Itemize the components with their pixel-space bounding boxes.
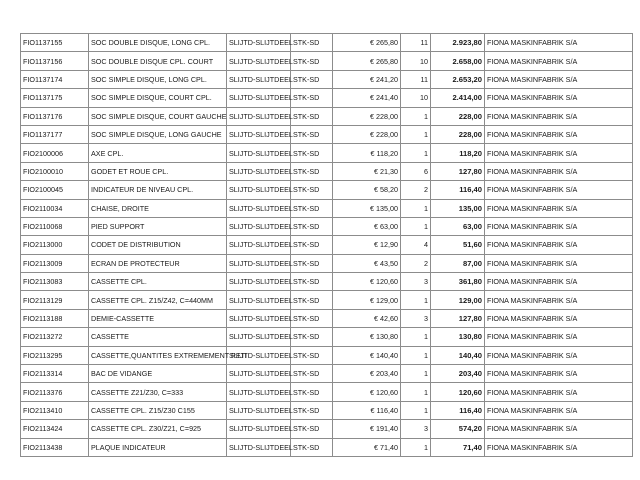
article-code-cell: FIO1137155 — [21, 34, 89, 52]
description-cell: CHAISE, DROITE — [89, 199, 227, 217]
category-cell: SLIJTD-SLIJTDEEL — [227, 217, 291, 235]
table-row — [21, 346, 633, 364]
table-row — [21, 162, 633, 180]
unit-price-cell: € 130,80 — [333, 328, 401, 346]
article-code-cell: FIO2113314 — [21, 365, 89, 383]
category-cell: SLIJTD-SLIJTDEEL — [227, 70, 291, 88]
unit-cell: STK-SD — [291, 365, 333, 383]
article-code-cell: FIO1137175 — [21, 89, 89, 107]
unit-cell: STK-SD — [291, 236, 333, 254]
description-cell: GODET ET ROUE CPL. — [89, 162, 227, 180]
quantity-cell: 2 — [401, 181, 431, 199]
quantity-cell: 1 — [401, 144, 431, 162]
quantity-cell: 1 — [401, 438, 431, 456]
category-cell: SLIJTD-SLIJTDEEL — [227, 181, 291, 199]
total-cell: 361,80 — [431, 273, 485, 291]
table-row — [21, 89, 633, 107]
description-cell: CASSETTE CPL. — [89, 273, 227, 291]
supplier-cell: FIONA MASKINFABRIK S/A — [485, 144, 633, 162]
total-cell: 120,60 — [431, 383, 485, 401]
unit-cell: STK-SD — [291, 70, 333, 88]
table-row — [21, 199, 633, 217]
category-cell: SLIJTD-SLIJTDEEL — [227, 365, 291, 383]
description-cell: SOC SIMPLE DISQUE, COURT CPL. — [89, 89, 227, 107]
article-code-cell: FIO2110034 — [21, 199, 89, 217]
table-row — [21, 365, 633, 383]
table-row — [21, 273, 633, 291]
table-row — [21, 328, 633, 346]
supplier-cell: FIONA MASKINFABRIK S/A — [485, 309, 633, 327]
total-cell: 2.658,00 — [431, 52, 485, 70]
category-cell: SLIJTD-SLIJTDEEL — [227, 162, 291, 180]
quantity-cell: 1 — [401, 125, 431, 143]
unit-price-cell: € 191,40 — [333, 420, 401, 438]
total-cell: 116,40 — [431, 181, 485, 199]
unit-price-cell: € 120,60 — [333, 273, 401, 291]
supplier-cell: FIONA MASKINFABRIK S/A — [485, 125, 633, 143]
unit-price-cell: € 265,80 — [333, 34, 401, 52]
category-cell: SLIJTD-SLIJTDEEL — [227, 401, 291, 419]
supplier-cell: FIONA MASKINFABRIK S/A — [485, 438, 633, 456]
unit-price-cell: € 63,00 — [333, 217, 401, 235]
total-cell: 51,60 — [431, 236, 485, 254]
category-cell: SLIJTD-SLIJTDEEL — [227, 346, 291, 364]
article-code-cell: FIO2113376 — [21, 383, 89, 401]
article-code-cell: FIO2113009 — [21, 254, 89, 272]
unit-cell: STK-SD — [291, 217, 333, 235]
supplier-cell: FIONA MASKINFABRIK S/A — [485, 365, 633, 383]
table-row — [21, 401, 633, 419]
supplier-cell: FIONA MASKINFABRIK S/A — [485, 346, 633, 364]
quantity-cell: 1 — [401, 346, 431, 364]
unit-price-cell: € 71,40 — [333, 438, 401, 456]
description-cell: CASSETTE CPL. Z15/Z42, C=440MM — [89, 291, 227, 309]
article-code-cell: FIO2113424 — [21, 420, 89, 438]
article-code-cell: FIO2113129 — [21, 291, 89, 309]
table-row — [21, 217, 633, 235]
supplier-cell: FIONA MASKINFABRIK S/A — [485, 34, 633, 52]
total-cell: 2.414,00 — [431, 89, 485, 107]
table-row — [21, 125, 633, 143]
supplier-cell: FIONA MASKINFABRIK S/A — [485, 52, 633, 70]
article-code-cell: FIO2100045 — [21, 181, 89, 199]
unit-price-cell: € 135,00 — [333, 199, 401, 217]
article-code-cell: FIO2100010 — [21, 162, 89, 180]
total-cell: 116,40 — [431, 401, 485, 419]
table-row — [21, 438, 633, 456]
table-row — [21, 181, 633, 199]
total-cell: 118,20 — [431, 144, 485, 162]
description-cell: CASSETTE CPL. Z15/Z30 C155 — [89, 401, 227, 419]
quantity-cell: 4 — [401, 236, 431, 254]
quantity-cell: 3 — [401, 309, 431, 327]
article-code-cell: FIO2113295 — [21, 346, 89, 364]
description-cell: CASSETTE — [89, 328, 227, 346]
description-cell: SOC SIMPLE DISQUE, LONG CPL. — [89, 70, 227, 88]
inventory-table — [20, 33, 633, 457]
unit-cell: STK-SD — [291, 438, 333, 456]
description-cell: CASSETTE,QUANTITES EXTREMEMENT PETI — [89, 346, 227, 364]
description-cell: SOC SIMPLE DISQUE, LONG GAUCHE — [89, 125, 227, 143]
unit-cell: STK-SD — [291, 273, 333, 291]
article-code-cell: FIO2113438 — [21, 438, 89, 456]
category-cell: SLIJTD-SLIJTDEEL — [227, 144, 291, 162]
unit-cell: STK-SD — [291, 346, 333, 364]
table-row — [21, 291, 633, 309]
unit-price-cell: € 42,60 — [333, 309, 401, 327]
quantity-cell: 2 — [401, 254, 431, 272]
unit-cell: STK-SD — [291, 383, 333, 401]
quantity-cell: 3 — [401, 420, 431, 438]
unit-price-cell: € 203,40 — [333, 365, 401, 383]
unit-cell: STK-SD — [291, 254, 333, 272]
category-cell: SLIJTD-SLIJTDEEL — [227, 34, 291, 52]
total-cell: 228,00 — [431, 125, 485, 143]
description-cell: CASSETTE Z21/Z30, C=333 — [89, 383, 227, 401]
unit-price-cell: € 228,00 — [333, 107, 401, 125]
table-row — [21, 383, 633, 401]
quantity-cell: 1 — [401, 291, 431, 309]
quantity-cell: 3 — [401, 273, 431, 291]
quantity-cell: 10 — [401, 52, 431, 70]
total-cell: 2.653,20 — [431, 70, 485, 88]
table-row — [21, 34, 633, 52]
description-cell: CASSETTE CPL. Z30/Z21, C=925 — [89, 420, 227, 438]
unit-price-cell: € 265,80 — [333, 52, 401, 70]
total-cell: 140,40 — [431, 346, 485, 364]
table-row — [21, 52, 633, 70]
article-code-cell: FIO2113188 — [21, 309, 89, 327]
article-code-cell: FIO1137176 — [21, 107, 89, 125]
unit-cell: STK-SD — [291, 181, 333, 199]
unit-price-cell: € 12,90 — [333, 236, 401, 254]
description-cell: SOC DOUBLE DISQUE CPL. COURT — [89, 52, 227, 70]
category-cell: SLIJTD-SLIJTDEEL — [227, 383, 291, 401]
unit-price-cell: € 241,40 — [333, 89, 401, 107]
total-cell: 87,00 — [431, 254, 485, 272]
supplier-cell: FIONA MASKINFABRIK S/A — [485, 254, 633, 272]
unit-cell: STK-SD — [291, 199, 333, 217]
unit-price-cell: € 116,40 — [333, 401, 401, 419]
supplier-cell: FIONA MASKINFABRIK S/A — [485, 199, 633, 217]
category-cell: SLIJTD-SLIJTDEEL — [227, 236, 291, 254]
supplier-cell: FIONA MASKINFABRIK S/A — [485, 291, 633, 309]
supplier-cell: FIONA MASKINFABRIK S/A — [485, 401, 633, 419]
supplier-cell: FIONA MASKINFABRIK S/A — [485, 181, 633, 199]
supplier-cell: FIONA MASKINFABRIK S/A — [485, 70, 633, 88]
category-cell: SLIJTD-SLIJTDEEL — [227, 438, 291, 456]
unit-price-cell: € 129,00 — [333, 291, 401, 309]
supplier-cell: FIONA MASKINFABRIK S/A — [485, 107, 633, 125]
description-cell: SOC DOUBLE DISQUE, LONG CPL. — [89, 34, 227, 52]
category-cell: SLIJTD-SLIJTDEEL — [227, 107, 291, 125]
quantity-cell: 1 — [401, 401, 431, 419]
supplier-cell: FIONA MASKINFABRIK S/A — [485, 328, 633, 346]
unit-price-cell: € 140,40 — [333, 346, 401, 364]
total-cell: 127,80 — [431, 309, 485, 327]
unit-cell: STK-SD — [291, 291, 333, 309]
unit-price-cell: € 58,20 — [333, 181, 401, 199]
article-code-cell: FIO2113083 — [21, 273, 89, 291]
supplier-cell: FIONA MASKINFABRIK S/A — [485, 89, 633, 107]
supplier-cell: FIONA MASKINFABRIK S/A — [485, 383, 633, 401]
table-row — [21, 254, 633, 272]
supplier-cell: FIONA MASKINFABRIK S/A — [485, 273, 633, 291]
article-code-cell: FIO1137174 — [21, 70, 89, 88]
unit-cell: STK-SD — [291, 89, 333, 107]
article-code-cell: FIO2113272 — [21, 328, 89, 346]
category-cell: SLIJTD-SLIJTDEEL — [227, 309, 291, 327]
unit-cell: STK-SD — [291, 328, 333, 346]
quantity-cell: 1 — [401, 107, 431, 125]
unit-cell: STK-SD — [291, 34, 333, 52]
unit-cell: STK-SD — [291, 52, 333, 70]
quantity-cell: 6 — [401, 162, 431, 180]
description-cell: ECRAN DE PROTECTEUR — [89, 254, 227, 272]
total-cell: 71,40 — [431, 438, 485, 456]
unit-price-cell: € 21,30 — [333, 162, 401, 180]
table-row — [21, 144, 633, 162]
table-body — [21, 34, 633, 457]
total-cell: 63,00 — [431, 217, 485, 235]
article-code-cell: FIO1137177 — [21, 125, 89, 143]
quantity-cell: 11 — [401, 70, 431, 88]
unit-cell: STK-SD — [291, 107, 333, 125]
description-cell: SOC SIMPLE DISQUE, COURT GAUCHE — [89, 107, 227, 125]
quantity-cell: 1 — [401, 217, 431, 235]
description-cell: CODET DE DISTRIBUTION — [89, 236, 227, 254]
total-cell: 203,40 — [431, 365, 485, 383]
category-cell: SLIJTD-SLIJTDEEL — [227, 291, 291, 309]
supplier-cell: FIONA MASKINFABRIK S/A — [485, 420, 633, 438]
table-row — [21, 70, 633, 88]
category-cell: SLIJTD-SLIJTDEEL — [227, 328, 291, 346]
article-code-cell: FIO1137156 — [21, 52, 89, 70]
unit-cell: STK-SD — [291, 144, 333, 162]
category-cell: SLIJTD-SLIJTDEEL — [227, 254, 291, 272]
total-cell: 129,00 — [431, 291, 485, 309]
description-cell: PIED SUPPORT — [89, 217, 227, 235]
quantity-cell: 1 — [401, 365, 431, 383]
article-code-cell: FIO2110068 — [21, 217, 89, 235]
description-cell: PLAQUE INDICATEUR — [89, 438, 227, 456]
table-row — [21, 107, 633, 125]
quantity-cell: 10 — [401, 89, 431, 107]
article-code-cell: FIO2113000 — [21, 236, 89, 254]
unit-price-cell: € 120,60 — [333, 383, 401, 401]
supplier-cell: FIONA MASKINFABRIK S/A — [485, 217, 633, 235]
unit-price-cell: € 43,50 — [333, 254, 401, 272]
category-cell: SLIJTD-SLIJTDEEL — [227, 420, 291, 438]
quantity-cell: 1 — [401, 383, 431, 401]
quantity-cell: 1 — [401, 199, 431, 217]
inventory-sheet — [20, 33, 632, 457]
total-cell: 127,80 — [431, 162, 485, 180]
total-cell: 574,20 — [431, 420, 485, 438]
total-cell: 228,00 — [431, 107, 485, 125]
category-cell: SLIJTD-SLIJTDEEL — [227, 273, 291, 291]
total-cell: 135,00 — [431, 199, 485, 217]
article-code-cell: FIO2113410 — [21, 401, 89, 419]
unit-cell: STK-SD — [291, 401, 333, 419]
description-cell: DEMIE-CASSETTE — [89, 309, 227, 327]
unit-price-cell: € 241,20 — [333, 70, 401, 88]
unit-price-cell: € 228,00 — [333, 125, 401, 143]
quantity-cell: 1 — [401, 328, 431, 346]
table-row — [21, 236, 633, 254]
unit-cell: STK-SD — [291, 162, 333, 180]
table-row — [21, 420, 633, 438]
category-cell: SLIJTD-SLIJTDEEL — [227, 52, 291, 70]
supplier-cell: FIONA MASKINFABRIK S/A — [485, 162, 633, 180]
description-cell: AXE CPL. — [89, 144, 227, 162]
category-cell: SLIJTD-SLIJTDEEL — [227, 125, 291, 143]
total-cell: 2.923,80 — [431, 34, 485, 52]
unit-cell: STK-SD — [291, 420, 333, 438]
description-cell: BAC DE VIDANGE — [89, 365, 227, 383]
category-cell: SLIJTD-SLIJTDEEL — [227, 199, 291, 217]
category-cell: SLIJTD-SLIJTDEEL — [227, 89, 291, 107]
description-cell: INDICATEUR DE NIVEAU CPL. — [89, 181, 227, 199]
total-cell: 130,80 — [431, 328, 485, 346]
supplier-cell: FIONA MASKINFABRIK S/A — [485, 236, 633, 254]
unit-cell: STK-SD — [291, 125, 333, 143]
article-code-cell: FIO2100006 — [21, 144, 89, 162]
quantity-cell: 11 — [401, 34, 431, 52]
table-row — [21, 309, 633, 327]
unit-cell: STK-SD — [291, 309, 333, 327]
unit-price-cell: € 118,20 — [333, 144, 401, 162]
